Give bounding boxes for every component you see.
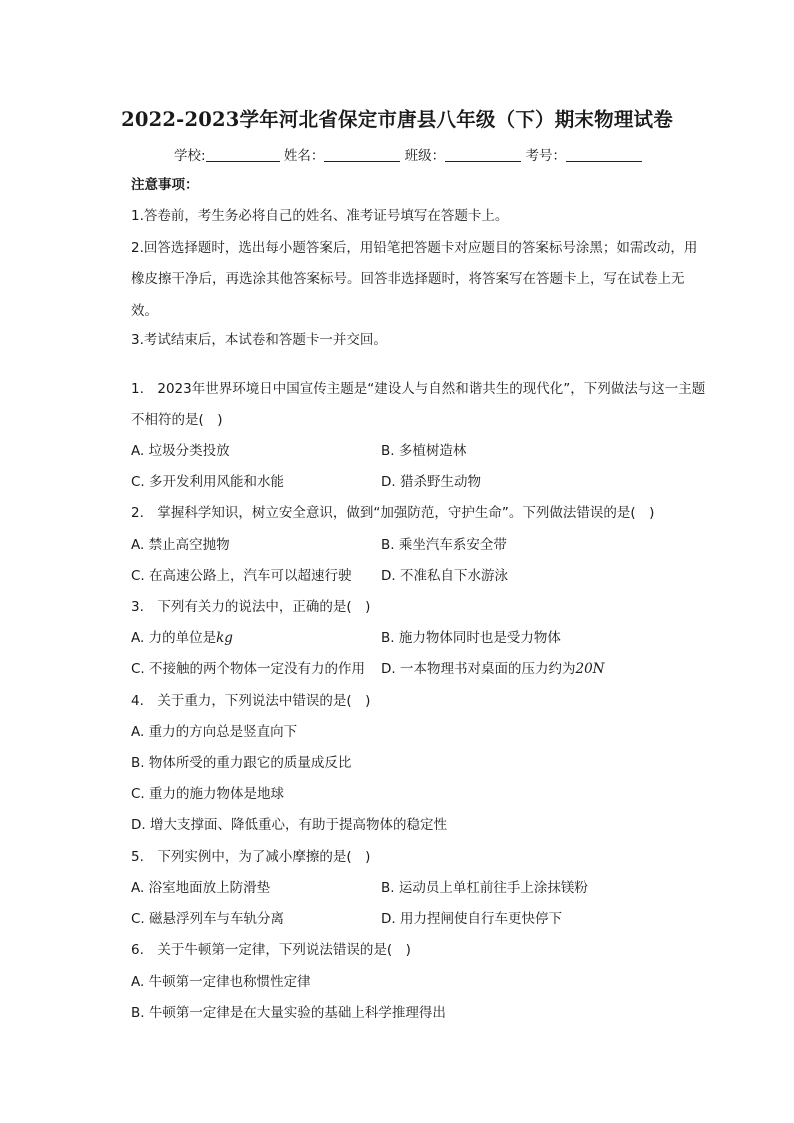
class-label: 班级： xyxy=(404,148,446,164)
question-5-option-c: C. 磁悬浮列车与车轨分离 xyxy=(131,911,285,927)
question-2-stem: 2. 掌握科学知识，树立安全意识，做到“加强防范，守护生命”。下列做法错误的是( ) xyxy=(131,505,655,521)
question-2-option-c: C. 在高速公路上，汽车可以超速行驶 xyxy=(131,568,352,584)
question-6-option-a: A. 牛顿第一定律也称惯性定律 xyxy=(131,974,311,990)
school-label: 学校: xyxy=(174,148,206,164)
question-1-option-b: B. 多植树造林 xyxy=(381,443,467,459)
name-blank xyxy=(324,148,400,162)
question-1-option-d: D. 猎杀野生动物 xyxy=(381,474,481,490)
question-4-option-a: A. 重力的方向总是竖直向下 xyxy=(131,724,298,740)
notice-heading: 注意事项： xyxy=(131,177,199,193)
value-20n: 20N xyxy=(575,661,605,677)
question-5-option-d: D. 用力捏闸使自行车更快停下 xyxy=(381,911,562,927)
question-3-option-d xyxy=(381,659,604,679)
exam-number-blank xyxy=(566,148,642,162)
question-4-stem: 4. 关于重力，下列说法中错误的是( ) xyxy=(131,693,371,709)
notice-item-3: 3.考试结束后，本试卷和答题卡一并交回。 xyxy=(131,332,387,348)
question-2-option-a: A. 禁止高空抛物 xyxy=(131,537,230,553)
question-3-option-d-text: D. 一本物理书对桌面的压力约为 xyxy=(381,661,576,677)
question-3-option-a-text: A. 力的单位是 xyxy=(131,630,217,646)
question-1-stem: 1. 2023年世界环境日中国宣传主题是“建设人与自然和谐共生的现代化”，下列做法与这一主题不相符的是( ) xyxy=(131,381,706,428)
question-4-option-c: C. 重力的施力物体是地球 xyxy=(131,786,285,802)
notice-item-1: 1.答卷前，考生务必将自己的姓名、准考证号填写在答题卡上。 xyxy=(131,208,509,224)
exam-number-label: 考号： xyxy=(525,148,566,164)
question-4-option-d: D. 增大支撑面、降低重心，有助于提高物体的稳定性 xyxy=(131,817,447,833)
school-blank xyxy=(206,148,280,162)
unit-kg: kg xyxy=(216,630,233,646)
question-2-option-d: D. 不准私自下水游泳 xyxy=(381,568,508,584)
question-6-stem: 6. 关于牛顿第一定律，下列说法错误的是( ) xyxy=(131,942,411,958)
question-3-stem: 3. 下列有关力的说法中，正确的是( ) xyxy=(131,599,371,615)
exam-title: 2022-2023学年河北省保定市唐县八年级（下）期末物理试卷 xyxy=(121,108,673,131)
question-1-option-a: A. 垃圾分类投放 xyxy=(131,443,230,459)
student-info-line xyxy=(174,144,642,164)
question-3-option-a xyxy=(131,628,233,648)
question-5-stem: 5. 下列实例中，为了减小摩擦的是( ) xyxy=(131,849,371,865)
question-6-option-b: B. 牛顿第一定律是在大量实验的基础上科学推理得出 xyxy=(131,1005,446,1021)
class-blank xyxy=(445,148,521,162)
question-4-option-b: B. 物体所受的重力跟它的质量成反比 xyxy=(131,755,352,771)
name-label: 姓名： xyxy=(283,148,325,164)
question-3-option-c: C. 不接触的两个物体一定没有力的作用 xyxy=(131,661,366,677)
notice-item-2: 2.回答选择题时，选出每小题答案后，用铅笔把答题卡对应题目的答案标号涂黑；如需改动，用橡皮擦干净后，再选涂其他答案标号。回答非选择题时，将答案写在答题卡上，写在试卷上无效。 xyxy=(131,240,698,319)
question-3-option-b: B. 施力物体同时也是受力物体 xyxy=(381,630,561,646)
question-5-option-b: B. 运动员上单杠前往手上涂抹镁粉 xyxy=(381,880,588,896)
question-5-option-a: A. 浴室地面放上防滑垫 xyxy=(131,880,271,896)
question-1-option-c: C. 多开发利用风能和水能 xyxy=(131,474,285,490)
question-2-option-b: B. 乘坐汽车系安全带 xyxy=(381,537,507,553)
